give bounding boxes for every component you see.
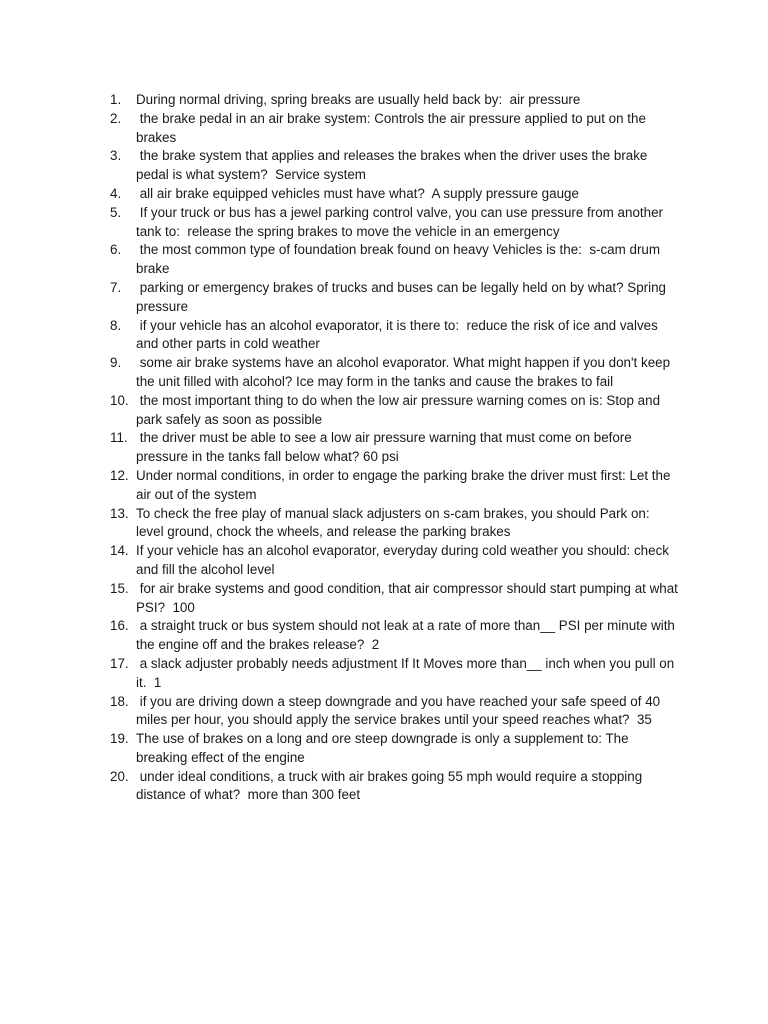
list-item xyxy=(110,185,680,204)
list-item xyxy=(110,204,680,242)
list-item xyxy=(110,392,680,430)
list-item-number: 14. xyxy=(110,543,129,559)
list-item-text: parking or emergency brakes of trucks and buses can be legally held on by what? Spring pressure xyxy=(136,279,670,314)
list-item xyxy=(110,317,680,355)
list-item-text: under ideal conditions, a truck with air brakes going 55 mph would require a stopping distance of what? more than 300 feet xyxy=(136,768,646,803)
list-item-text: During normal driving, spring breaks are usually held back by: air pressure xyxy=(136,92,581,107)
list-item-number: 19. xyxy=(110,731,129,747)
list-item xyxy=(110,354,680,392)
list-item-number: 8. xyxy=(110,317,122,333)
list-item-number: 4. xyxy=(110,185,122,201)
list-item-text: a slack adjuster probably needs adjustment If It Moves more than__ inch when you pull on it. 1 xyxy=(136,655,678,690)
list-item xyxy=(110,580,680,618)
list-item-number: 17. xyxy=(110,655,129,671)
list-item-number: 7. xyxy=(110,279,122,295)
list-item-text: for air brake systems and good condition, that air compressor should start pumping at what PSI? 100 xyxy=(136,580,682,615)
list-item-number: 11. xyxy=(110,430,128,446)
list-item xyxy=(110,91,680,110)
list-item-number: 1. xyxy=(110,92,122,107)
list-item-text: To check the free play of manual slack adjusters on s-cam brakes, you should Park on: level ground, chock the wheels, and release the parking brakes xyxy=(136,505,654,540)
list-item-number: 16. xyxy=(110,618,129,634)
list-item-text: all air brake equipped vehicles must have what? A supply pressure gauge xyxy=(136,185,579,201)
list-item-number: 12. xyxy=(110,467,129,483)
list-item-text: the driver must be able to see a low air pressure warning that must come on before pressure in the tanks fall below what? 60 psi xyxy=(136,430,636,465)
list-item-number: 20. xyxy=(110,768,129,784)
list-item xyxy=(110,693,680,731)
list-item-number: 3. xyxy=(110,148,122,164)
list-item xyxy=(110,467,680,505)
list-item-text: some air brake systems have an alcohol evaporator. What might happen if you don't keep the unit filled with alcohol? Ice may form in the tanks and cause the brakes to fail xyxy=(136,355,674,389)
list-item-text: the brake system that applies and releases the brakes when the driver uses the brake pedal is what system? Service system xyxy=(136,148,652,183)
list-item-text: the brake pedal in an air brake system: Controls the air pressure applied to put on the brakes xyxy=(136,110,650,145)
list-item xyxy=(110,730,680,768)
list-item-text: The use of brakes on a long and ore steep downgrade is only a supplement to: The breaking effect of the engine xyxy=(136,731,633,765)
list-item xyxy=(110,655,680,693)
list-item-number: 9. xyxy=(110,355,122,371)
list-item xyxy=(110,110,680,148)
list-item xyxy=(110,241,680,279)
list-item-number: 5. xyxy=(110,204,122,220)
list-item-text: the most common type of foundation break found on heavy Vehicles is the: s-cam drum brake xyxy=(136,242,664,277)
list-item-text: a straight truck or bus system should not leak at a rate of more than__ PSI per minute with the engine off and the brakes release? 2 xyxy=(136,618,679,653)
list-item-text: If your truck or bus has a jewel parking control valve, you can use pressure from another tank to: release the spring brakes to move the vehicle in an emergency xyxy=(136,204,667,239)
list-item-number: 18. xyxy=(110,693,129,709)
list-item xyxy=(110,429,680,467)
list-item-text: If your vehicle has an alcohol evaporator, everyday during cold weather you should: check and fill the alcohol level xyxy=(136,543,673,577)
list-item xyxy=(110,617,680,655)
list-item xyxy=(110,768,680,806)
question-answer-list xyxy=(110,91,680,805)
list-item-number: 15. xyxy=(110,580,129,596)
list-item-text: the most important thing to do when the low air pressure warning comes on is: Stop and park safely as soon as possible xyxy=(136,392,664,427)
list-item xyxy=(110,505,680,543)
list-item-number: 6. xyxy=(110,242,122,258)
list-item xyxy=(110,542,680,580)
list-item-number: 2. xyxy=(110,110,122,126)
list-item-number: 13. xyxy=(110,505,129,521)
list-item-text: if your vehicle has an alcohol evaporator, it is there to: reduce the risk of ice and valves and other parts in cold weather xyxy=(136,317,662,352)
list-item-number: 10. xyxy=(110,392,129,408)
list-item-text: Under normal conditions, in order to engage the parking brake the driver must first: Let the air out of the system xyxy=(136,467,675,502)
list-item-text: if you are driving down a steep downgrade and you have reached your safe speed of 40 miles per hour, you should apply the service brakes until your speed reaches what? 35 xyxy=(136,693,664,728)
list-item xyxy=(110,147,680,185)
list-item xyxy=(110,279,680,317)
